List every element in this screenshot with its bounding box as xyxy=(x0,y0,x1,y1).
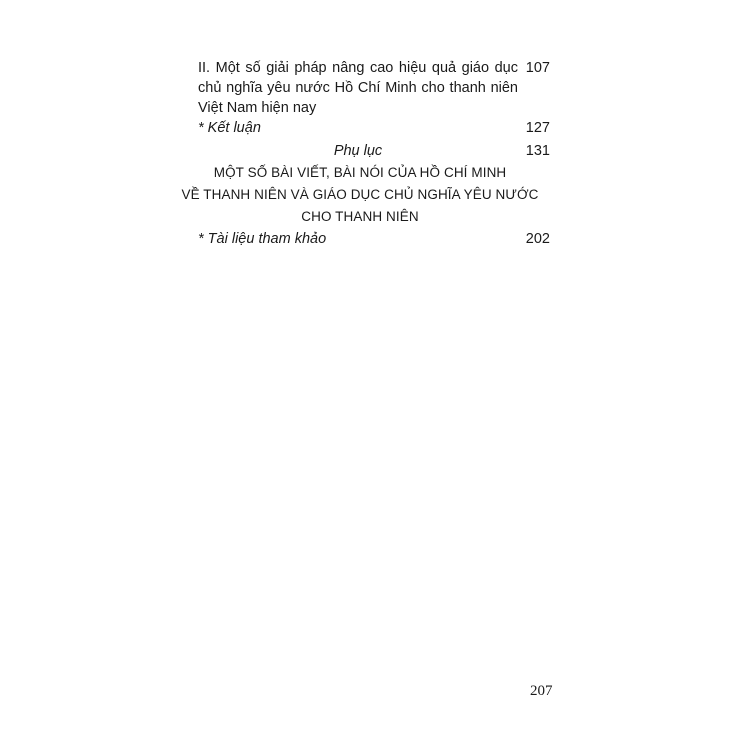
toc-page-number: 131 xyxy=(525,143,550,159)
appendix-label: Phụ lục xyxy=(333,143,383,159)
page-number: 207 xyxy=(530,683,553,699)
appendix-heading-line-2: VỀ THANH NIÊN VÀ GIÁO DỤC CHỦ NGHĨA YÊU NƯỚC xyxy=(181,187,539,202)
toc-entry-references xyxy=(198,229,550,249)
toc-page-number: 202 xyxy=(525,231,550,247)
toc-entry-solutions xyxy=(198,58,550,118)
toc-page-number: 107 xyxy=(525,60,550,76)
appendix-heading-line-1: MỘT SỐ BÀI VIẾT, BÀI NÓI CỦA HỒ CHÍ MINH xyxy=(213,165,507,180)
appendix-heading-line-3: CHO THANH NIÊN xyxy=(301,209,419,224)
toc-entry-text: II. Một số giải pháp nâng cao hiệu quả giáo dục chủ nghĩa yêu nước Hồ Chí Minh cho thanh niên Việt Nam hiện nay xyxy=(198,60,518,116)
toc-entry-text: * Tài liệu tham khảo xyxy=(198,231,327,247)
toc-entry-text: * Kết luận xyxy=(198,120,261,136)
toc-page-number: 127 xyxy=(525,120,550,136)
toc-entry-conclusion xyxy=(198,118,550,138)
